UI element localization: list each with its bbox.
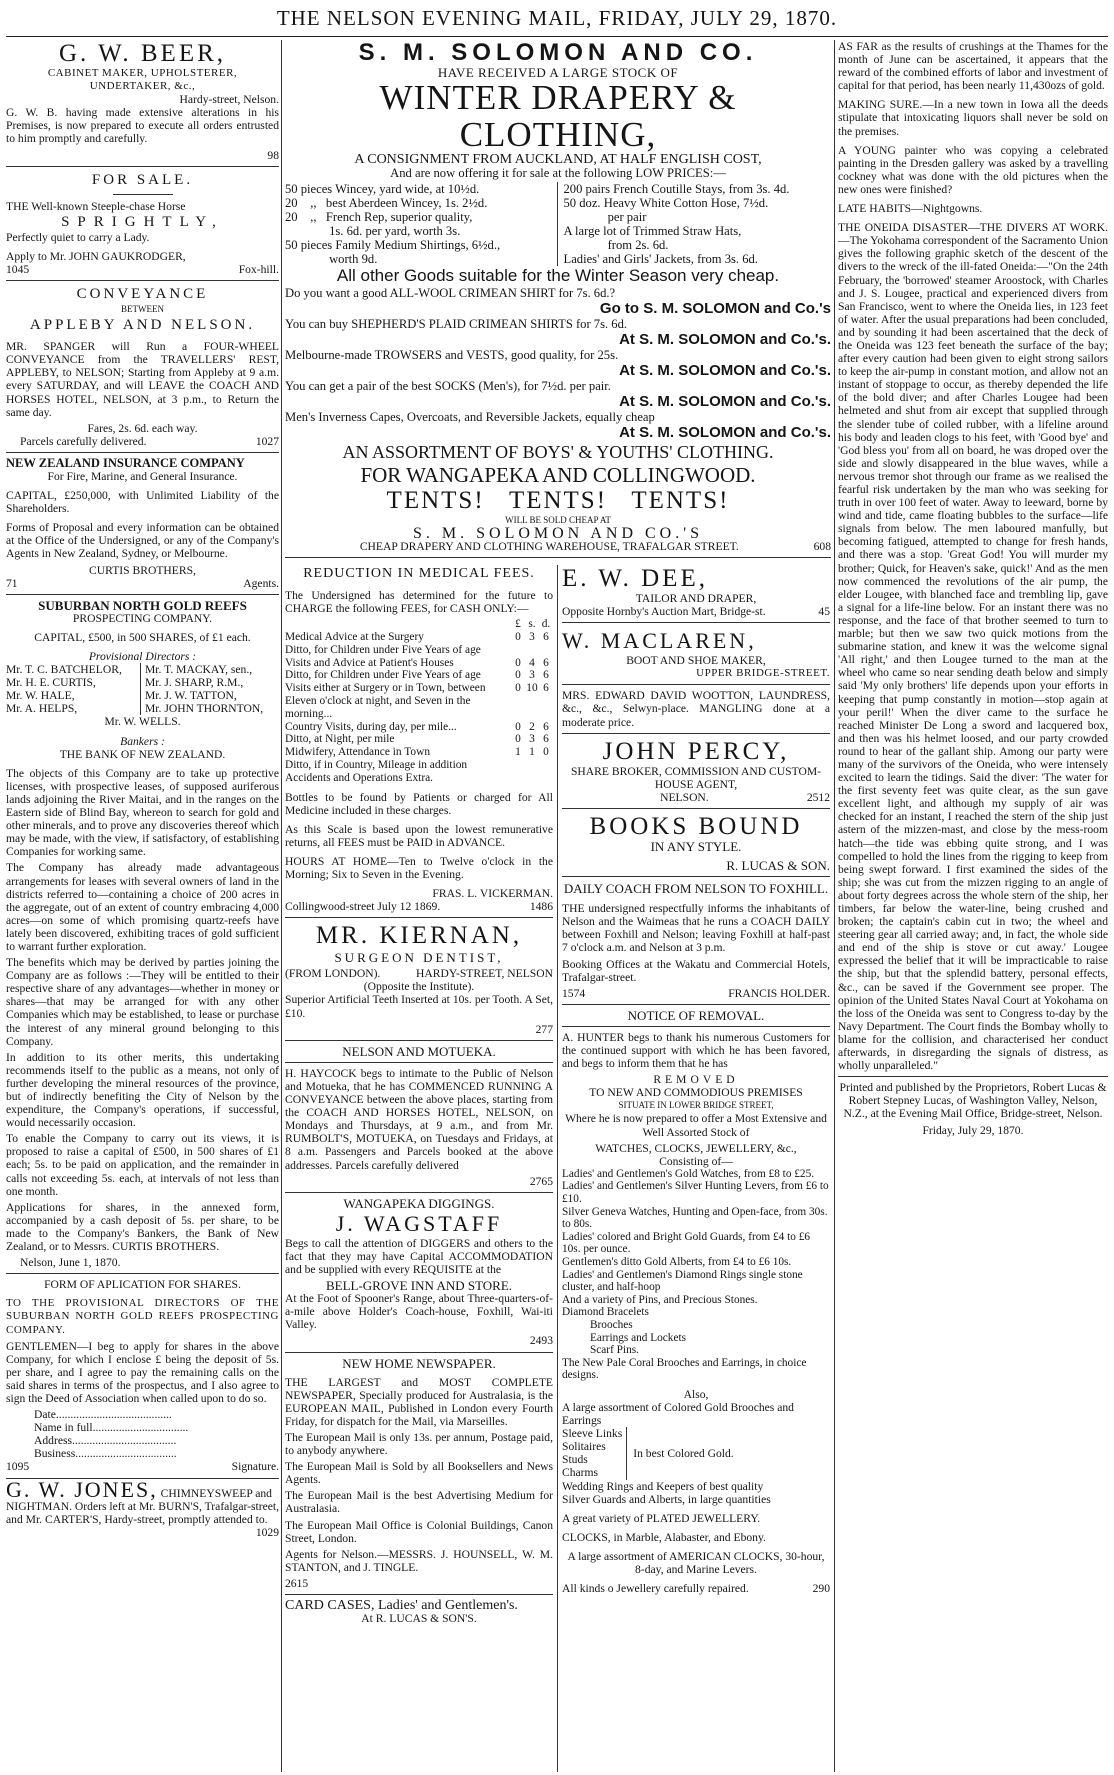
divider (6, 166, 279, 167)
ad-insurance-agents-label: Agents. (243, 576, 279, 590)
ad-gold-reefs-p6: Applications for shares, in the annexed form, accompanied by a cash deposit of 5s. per share, to be made to the Company's Bankers, the Bank of New Zealand, or to Messrs. CURTIS BROTHERS. (6, 1200, 279, 1254)
divider (285, 557, 831, 558)
ad-maclaren-trade: BOOT AND SHOE MAKER, (626, 654, 766, 668)
table-row: Ditto, if in Country, Mileage in addition (285, 758, 468, 771)
ad-wootton (562, 689, 830, 728)
ad-percy-trade: SHARE BROKER, COMMISSION AND CUSTOM-HOUSE AGENT, (570, 764, 822, 791)
ad-books-bound-title: BOOKS BOUND (589, 812, 803, 840)
list-item: Solitaires (562, 1440, 606, 1454)
ad-solomon-a4: At S. M. SOLOMON and Co.'s. (619, 393, 831, 411)
ad-conveyance (6, 285, 279, 448)
ad-gold-reefs-bankers-title: Bankers : (120, 734, 165, 748)
ad-newspaper-title: NEW HOME NEWSPAPER. (342, 1355, 496, 1371)
divider (285, 1192, 553, 1193)
list-item: Brooches (590, 1318, 633, 1331)
ad-conveyance-parcels: Parcels carefully delivered. (20, 434, 147, 448)
article-crushings: AS FAR as the results of crushings at the Thames for the month of June can be ascertained, it appears that the reward of the combined efforts of labor and investment of capital for that period, has been nearly 11,430ozs of gold. (838, 40, 1108, 93)
ad-conveyance-body: MR. SPANGER will Run a FOUR-WHEEL CONVEYANCE from the TRAVELLERS' REST, APPLEBY, to NELSON; Starting from Appleby at 9 a.m. every SATURDAY, and will LEAVE the COACH AND HORSES HOTEL, NELSON, at 3 p.m., to Return the same day. (6, 340, 279, 419)
form-field-business[interactable]: Business................................... (34, 1447, 177, 1461)
ad-card-cases (285, 1599, 553, 1625)
director-name: Mr. A. HELPS, (6, 702, 78, 716)
ad-removal-title: NOTICE OF REMOVAL. (627, 1007, 765, 1023)
price-line: 50 pieces Wincey, yard wide, at 10½d. (285, 182, 480, 197)
ad-removal-consisting: Consisting of— (659, 1154, 733, 1168)
ad-insurance-sub: For Fire, Marine, and General Insurance. (47, 469, 238, 483)
fees-table-header: £ s. d. (515, 618, 551, 631)
ad-wangapeka-body: Begs to call the attention of DIGGERS and others to the fact that they may have Capital ACCOMMODATION and be supplied with every REQUISITE at the (285, 1236, 553, 1276)
ad-solomon-cheap: All other Goods suitable for the Winter Season very cheap. (336, 266, 780, 286)
ad-kiernan-trade: SURGEON DENTIST, (334, 950, 504, 966)
form-field-signature[interactable]: Signature. (231, 1460, 279, 1474)
ad-share-form (6, 1278, 279, 1473)
ad-jones-number: 1029 (255, 1525, 279, 1539)
ad-solomon-headline: WINTER DRAPERY & CLOTHING, (379, 78, 737, 155)
director-name: Mr. JOHN THORNTON, (145, 702, 264, 716)
divider (838, 1076, 1108, 1077)
price-line: from 2s. 6d. (563, 238, 669, 253)
list-item: Silver Geneva Watches, Hunting and Open-face, from 30s. to 80s. (562, 1205, 828, 1231)
price-line: worth 9d. (285, 252, 378, 267)
ad-dee-trade: TAILOR AND DRAPER, (635, 592, 757, 605)
ad-solomon-store: S. M. SOLOMON AND CO.'S (412, 525, 704, 543)
ad-coach (562, 881, 830, 1000)
ad-solomon-a5: At S. M. SOLOMON and Co.'s. (619, 424, 831, 442)
ad-removal-stock: WATCHES, CLOCKS, JEWELLERY, &c., (595, 1141, 797, 1155)
director-name: Mr. T. MACKAY, sen., (145, 663, 253, 677)
ad-medical-fees-hours: HOURS AT HOME—Ten to Twelve o'clock in the Morning; Six to Seven in the Evening. (285, 854, 553, 882)
masthead-title: THE NELSON EVENING MAIL, FRIDAY, JULY 29, 1870. (276, 6, 838, 30)
ad-books-bound-sub: IN ANY STYLE. (650, 838, 742, 854)
ad-for-sale-apply: Apply to Mr. JOHN GAUKRODGER, (6, 249, 186, 263)
divider (285, 1040, 553, 1041)
ad-gold-reefs (6, 599, 279, 1270)
form-field-name[interactable]: Name in full................................. (34, 1421, 189, 1435)
ad-kiernan-number: 277 (535, 1022, 553, 1036)
ad-dee-address: Opposite Hornby's Auction Mart, Bridge-st. (562, 605, 766, 619)
ad-removal-removed: REMOVED (653, 1073, 739, 1087)
ad-solomon-sold: WILL BE SOLD CHEAP AT (505, 515, 611, 526)
ad-gold-reefs-p4: In addition to its other merits, this undertaking recommends itself to the public as a means, not only of further developing the mineral resources of the province, but of indirectly benefiting the City of Nelson by the expenditure, the Company's operations, if successful, would necessarily occasion. (6, 1050, 279, 1130)
ad-newspaper-p4: The European Mail is the best Advertising Medium for Australasia. (285, 1489, 553, 1516)
ad-wangapeka-name: J. WAGSTAFF (335, 1210, 503, 1236)
article-late-habits: LATE HABITS—Nightgowns. (838, 202, 983, 216)
ad-gold-reefs-date: Nelson, June 1, 1870. (20, 1256, 121, 1270)
ad-maclaren-address: UPPER BRIDGE-STREET. (696, 667, 830, 680)
table-row: Visits either at Surgery or in Town, between Eleven o'clock at night, and Seven in the morning... 0 10 6 (285, 682, 549, 720)
divider (285, 1352, 553, 1353)
ad-for-sale-intro: THE Well-known Steeple-chase Horse (6, 199, 186, 213)
director-name: Mr. H. E. CURTIS, (6, 676, 96, 690)
ad-books-bound-by: R. LUCAS & SON. (726, 858, 830, 874)
price-line: 1s. 6d. per yard, worth 3s. (285, 224, 461, 239)
ad-insurance-body: Forms of Proposal and every information can be obtained at the Office of the Undersigned, or any of the Company's Agents in New Zealand, Sydney, or Melbourne. (6, 521, 279, 561)
price-line: 50 doz. Heavy White Cotton Hose, 7½d. (563, 196, 769, 211)
ad-coach-sign: FRANCIS HOLDER. (728, 986, 830, 1000)
form-field-address[interactable]: Address.................................... (34, 1434, 177, 1448)
ad-kiernan-name: MR. KIERNAN, (315, 922, 523, 950)
ad-removal (562, 1009, 830, 1595)
ad-jones-name: G. W. JONES, (6, 1476, 158, 1502)
divider (285, 917, 553, 918)
ad-newspaper-p1: THE LARGEST and MOST COMPLETE NEWSPAPER, Specially produced for Australasia, is the EUROPEAN MAIL, Published in London every Fourth Friday, for dispatch for the Mail, via Marseilles. (285, 1375, 553, 1428)
price-line: 200 pairs French Coutille Stays, from 3s. 4d. (563, 182, 790, 197)
ad-solomon-prices-right (558, 182, 832, 266)
divider (562, 1004, 830, 1005)
ad-solomon-consign: A CONSIGNMENT FROM AUCKLAND, AT HALF ENGLISH COST, (354, 152, 762, 168)
column-divider (834, 40, 835, 1772)
director-name: Mr. J. SHARP, R.M., (145, 676, 244, 690)
ad-solomon-number: 608 (813, 540, 831, 554)
divider (562, 622, 830, 623)
list-item: Earrings and Lockets (590, 1331, 686, 1344)
ad-kiernan-address: HARDY-STREET, NELSON (416, 967, 553, 981)
ad-coach-number: 1574 (562, 986, 586, 1000)
list-item: The New Pale Coral Brooches and Earrings, in choice designs. (562, 1356, 807, 1382)
ad-solomon-sub: HAVE RECEIVED A LARGE STOCK OF (437, 65, 679, 80)
list-item: Scarf Pins. (590, 1344, 639, 1357)
price-line: 20 ,, French Rep, superior quality, (285, 210, 473, 225)
ad-motueka-number: 2765 (529, 1174, 553, 1188)
ad-kiernan (285, 922, 553, 1035)
ad-kiernan-body: Superior Artificial Teeth Inserted at 10s. per Tooth. A Set, £10. (285, 993, 553, 1020)
ad-conveyance-route: APPLEBY AND NELSON. (29, 317, 256, 334)
director-name: Mr. T. C. BATCHELOR, (6, 663, 122, 677)
divider (285, 1594, 553, 1595)
ad-beer-name: G. W. BEER, (58, 40, 227, 67)
ad-motueka-body: H. HAYCOCK begs to intimate to the Public of Nelson and Motueka, that he has COMMENCED RUNNING A CONVEYANCE between the above places, starting from the COACH AND HORSES HOTEL, NELSON, on Mondays and Thursdays, at 9 a.m., and from Mr. RUMBOLT'S, MOTUEKA, on Tuesdays and Fridays, at 8 a.m. Passengers and Parcels booked at the above addresses. Parcels carefully delivered (285, 1066, 553, 1172)
ad-conveyance-fares: Fares, 2s. 6d. each way. (87, 421, 198, 435)
column-1 (6, 40, 279, 1772)
ad-removal-where: Where he is now prepared to offer a Most Extensive and Well Assorted Stock of (565, 1112, 827, 1139)
ad-books-bound (562, 813, 830, 872)
list-item: Ladies' and Gentlemen's Silver Hunting Levers, from £6 to £10. (562, 1180, 829, 1205)
ad-percy (562, 738, 830, 804)
ad-percy-name: JOHN PERCY, (602, 737, 790, 765)
ad-medical-fees-intro: The Undersigned has determined for the future to CHARGE the following FEES, for CASH ONLY:— (285, 589, 553, 616)
ad-dee (562, 565, 830, 618)
ad-for-sale-title: FOR SALE. (91, 171, 194, 188)
table-row: Ditto, at Night, per mile 0 3 6 (285, 733, 549, 746)
ad-card-cases-at: At R. LUCAS & SON'S. (361, 1612, 477, 1626)
ad-motueka (285, 1045, 553, 1188)
fees-table (285, 618, 553, 784)
article-oneida-disaster: THE ONEIDA DISASTER—THE DIVERS AT WORK.—The Yokohama correspondent of the Sacramento Union gives the following graphic sketch of the descent of the divers to the wreck of the ill-fated Oneida:—"On the 24th February, the 'borrowed' steamer Aroostock, with Charles and J. S. Lougee, practical and experienced divers from San Francisco, went to where the Oneida lies, in 123 feet of water. After the usual preparations had been concluded, and by sounding it had been ascertained that the deck of the Oneida was 123 feet beneath the surface of the bay; after every caution had been given to eight strong sailors to keep the air-pump in constant motion, and allow not an instant of stoppage to occur, as thereby depended the life of the bold diver; and after Charles Lougee had been helmeted and shut from air except that supplied through the slender tube of coiled rubber, with a lifeline around his body and leaden clogs to his feet, with 'Good bye' and 'God bless you' from all on board, he was droped over the side and slowly disappeared in the blue waves, while a nervous tremor shot through our frame as we realised the fearful risk undertaken by the man who was seeking for truth in over 100 feet of water. Away to leeward, borne by wind and tide, came floating bubbles to the surface—life signals from below. The men laboured manfully, but becoming fatigued, attempted to change for fresh hands, and there was a stop. 'Great God! You will murder my brother; Quick, for Heaven's sake, quick!' And as the men now commenced the revolutions of the air pump, the elder Lougee, with blanched face and trembling lip, gave a signal for a life-line below. For an instant there was no response, and the face of that brother seemed to turn to marble; but then we saw two quick motions from the submarine station, and knew it was the welcome signal 'All right,' and then Lougee turned to the man at the wheel who came so near sending death below and simply said 'My only brothers' life depends upon your efforts in keeping that pump constantly in motion—stop again at your peril!' When the diver came to the surface he reached Minister De Long a sword and lacquered box, and then was his helmet loosed, and our party crowded round to hear of the gallant ship. Among our party were many of the survivors of the Oneida, who were intensely excited to learn the tidings. Said the diver: 'The water for the first seventy feet was quite clear, as the sun gave excellent light, and although my supply of air was checked for an instant, I reached the stern of the ship just astern of the mizzen-mast, and close by the mess-room hatch—the tide was ebbing quite strong, and I was compelled to hold the lines from the rigging to keep from being swept forward. I first examined the sides of the ship; she was cut from the mizzen rigging to an angle of about forty degrees across the whole stern of the ship, her timbers, far below the water-line, being crushed and broken; the captain's cabin cut in two; the wheel and steering gear all carried away; and, in fact, the whole side and end of the ship is stove or cut away.' Lougee expressed the belief that it will be impracticable to raise the ship, but that the splendid battery, personal effects, &c., can be saved if the Government see proper. The opinion of the United States Naval Court at Yokohama on the loss of the Oneida was sent to Congress to-day by the Navy Department. The Court finds the Bombay wholly to blame for the collision, and characterised her conduct afterwards, in disregarding the signals of distress, as wholly unparalleled." (838, 221, 1108, 1073)
list-item: Ladies' and Gentlemen's Diamond Rings single stone cluster, and half-hoop (562, 1268, 803, 1294)
ad-gold-reefs-directors-left (6, 663, 140, 715)
ad-removal-assort: A large assortment of Colored Gold Brooches and Earrings (562, 1401, 794, 1428)
ad-share-form-body: GENTLEMEN—I beg to apply for shares in the above Company, for which I enclose £ being the deposit of 5s. per share, and I agree to pay the remaining calls on the said shares in terms of the prospectus, and I also agree to sign the Deed of Association when called upon to do so. (6, 1339, 279, 1405)
ad-removal-plated: A great variety of PLATED JEWELLERY. (562, 1511, 761, 1525)
ad-removal-clocks: CLOCKS, in Marble, Alabaster, and Ebony. (562, 1530, 766, 1544)
ad-removal-silver: Silver Guards and Alberts, in large quantities (562, 1492, 771, 1506)
ad-removal-body: A. HUNTER begs to thank his numerous Customers for the continued support with which he has been favored, and begs to inform them that he has (562, 1030, 830, 1071)
column-4 (838, 40, 1108, 1772)
price-line: Ladies' and Girls' Jackets, from 3s. 6d. (563, 252, 758, 267)
ad-newspaper-number: 2615 (285, 1576, 309, 1590)
ad-solomon-tents: TENTS! TENTS! TENTS! (386, 487, 730, 515)
ad-removal-repaired: All kinds o Jewellery carefully repaired. (562, 1582, 749, 1596)
ad-share-form-to: TO THE PROVISIONAL DIRECTORS OF THE SUBURBAN NORTH GOLD REEFS PROSPECTING COMPANY. (6, 1297, 279, 1336)
ad-removal-situate: SITUATE IN LOWER BRIDGE STREET, (618, 1100, 774, 1111)
ad-percy-number: 2512 (806, 790, 830, 804)
list-item: Studs (562, 1453, 588, 1467)
ad-wangapeka (285, 1197, 553, 1348)
ad-medical-fees-scale: As this Scale is based upon the lowest remunerative returns, all FEES must be PAID in ADVANCE. (285, 822, 553, 849)
ad-share-form-title: FORM OF APLICATION FOR SHARES. (44, 1278, 241, 1292)
article-young-painter: A YOUNG painter who was copying a celebrated painting in the Dresden gallery was asked by a travelling cockney what was done with the old pictures when the new ones were finished? (838, 143, 1108, 196)
ad-solomon-q2: You can buy SHEPHERD'S PLAID CRIMEAN SHIRTS for 7s. 6d. (285, 317, 628, 332)
ad-jones (6, 1476, 279, 1539)
ad-medical-fees (285, 565, 553, 913)
ad-gold-reefs-p1: The objects of this Company are to take up protective licenses, with prospective leases, of supposed auriferous lands adjoining the River Maitai, and in the ranges on the Eastern side of Blind Bay, whereon to search for gold and other minerals, and to prove any discoveries thereof which may be made, with the view, if satisfactory, of establishing Companies for working same. (6, 766, 279, 859)
ad-gold-reefs-bankers: THE BANK OF NEW ZEALAND. (59, 747, 226, 761)
divider (562, 684, 830, 685)
divider (6, 1273, 279, 1274)
ad-removal-also: Also, (683, 1387, 709, 1401)
price-line: 50 pieces Family Medium Shirtings, 6½d., (285, 238, 501, 253)
form-field-date[interactable]: Date........................................ (34, 1408, 172, 1422)
price-line: per pair (563, 210, 647, 225)
ad-for-sale-number: 1045 (6, 262, 30, 276)
column-2 (285, 565, 553, 1772)
ad-removal-gold-note: In best Colored Gold. (633, 1446, 734, 1460)
ad-percy-place: NELSON. (660, 790, 709, 804)
list-item: Diamond Bracelets (562, 1306, 649, 1319)
ad-motueka-title: NELSON AND MOTUEKA. (342, 1043, 496, 1059)
ad-solomon (285, 40, 831, 562)
list-item: Ladies' and Gentlemen's Gold Watches, from £8 to £25. (562, 1167, 815, 1180)
ad-removal-to: TO NEW AND COMMODIOUS PREMISES (589, 1086, 803, 1100)
divider (562, 1026, 830, 1027)
ad-beer-body: G. W. B. having made extensive alterations in his Premises, is now prepared to execute all orders entrusted to him promptly and carefully. (6, 106, 279, 146)
table-row: Ditto, for Children under Five Years of age 0 3 6 (285, 669, 549, 682)
ad-wangapeka-number: 2493 (529, 1334, 553, 1348)
director-name: Mr. J. W. TATTON, (145, 689, 237, 703)
column-divider (281, 40, 282, 1772)
divider (285, 1062, 553, 1063)
divider (562, 808, 830, 809)
ad-solomon-q4: You can get a pair of the best SOCKS (Men's), for 7½d. per pair. (285, 379, 611, 394)
table-row: Accidents and Operations Extra. (285, 771, 434, 784)
ad-for-sale-desc: Perfectly quiet to carry a Lady. (6, 230, 150, 244)
ad-share-form-number: 1095 (6, 1460, 30, 1474)
price-line: 20 ,, best Aberdeen Wincey, 1s. 2½d. (285, 196, 488, 211)
ad-beer (6, 40, 279, 162)
ad-wangapeka-where: At the Foot of Spooner's Range, about Three-quarters-of-a-mile above Holder's Coach-house, Foxhill, Wai-iti Valley. (285, 1292, 553, 1332)
ad-insurance (6, 457, 279, 590)
list-item: Charms (562, 1466, 599, 1480)
imprint: Printed and published by the Proprietors, Robert Lucas & Robert Stepney Lucas, of Washington Valley, Nelson, N.Z., at the Evening Mail Office, Bridge-street, Nelson. (839, 1081, 1107, 1121)
ad-for-sale (6, 171, 279, 276)
ad-maclaren (562, 627, 830, 680)
ad-coach-body: THE undersigned respectfully informs the inhabitants of Nelson and the Waimeas that he runs a COACH DAILY between Foxhill and Nelson; leaving Foxhill at half-past 7 o'clock a.m. and Nelson at 3 p.m. (562, 902, 830, 955)
ad-wootton-body: MRS. EDWARD DAVID WOOTTON, LAUNDRESS, &c., &c., Selwyn-place. MANGLING done at a moderate price. (562, 689, 830, 729)
ad-kiernan-opposite: (Opposite the Institute). (363, 980, 475, 994)
divider (562, 733, 830, 734)
ad-gold-reefs-sub: PROSPECTING COMPANY. (72, 611, 213, 625)
ad-solomon-q1: Do you want a good ALL-WOOL CRIMEAN SHIRT for 7s. 6d.? (285, 286, 616, 301)
ad-coach-title: DAILY COACH FROM NELSON TO FOXHILL. (563, 881, 829, 897)
ad-solomon-q5: Men's Inverness Capes, Overcoats, and Reversible Jackets, equally cheap (285, 410, 655, 425)
ad-medical-fees-place: Collingwood-street July 12 1869. (285, 900, 441, 914)
divider (6, 280, 279, 281)
ad-solomon-offer: And are now offering it for sale at the following LOW PRICES:— (390, 166, 726, 181)
ad-newspaper-p3: The European Mail is Sold by all Booksellers and News Agents. (285, 1460, 553, 1487)
article-making-sure: MAKING SURE.—In a new town in Iowa all the deeds stipulate that intoxicating liquors shall never be sold on the premises. (838, 98, 1108, 138)
list-item: Gentlemen's ditto Gold Alberts, from £4 to £6 10s. (562, 1255, 792, 1268)
ad-newspaper-p5: The European Mail Office is Colonial Buildings, Canon Street, London. (285, 1518, 553, 1545)
table-row: Ditto, for Children under Five Years of age (285, 643, 481, 656)
ad-insurance-number: 71 (6, 576, 18, 590)
list-item: And a variety of Pins, and Precious Stones. (562, 1293, 758, 1306)
ad-dee-number: 45 (818, 605, 830, 619)
ad-wangapeka-inn: BELL-GROVE INN AND STORE. (325, 1278, 513, 1294)
ad-card-cases-body: CARD CASES, Ladies' and Gentlemen's. (285, 1598, 518, 1614)
ad-kiernan-from: (FROM LONDON). (285, 967, 381, 981)
divider (6, 594, 279, 595)
ad-beer-number: 98 (267, 148, 279, 162)
ad-solomon-wangapeka: FOR WANGAPEKA AND COLLINGWOOD. (360, 463, 756, 488)
ad-solomon-a3: At S. M. SOLOMON and Co.'s. (619, 362, 831, 380)
ad-gold-reefs-title: SUBURBAN NORTH GOLD REEFS (38, 597, 247, 613)
ad-for-sale-place: Fox-hill. (238, 262, 279, 276)
ad-gold-reefs-p5: To enable the Company to carry out its views, it is proposed to raise a capital of £500, in 500 shares of £1 each; 5s. to be paid on application, and the remainder in calls not exceeding 5s. each, at intervals of not less than one month. (6, 1132, 279, 1198)
column-3 (562, 565, 830, 1772)
ad-gold-reefs-p2: The Company has already made advantageous arrangements for leases with several owners of land in the districts referred to—containing a choice of 200 acres in the aggregate, out of an extent of country embracing 4,000 acres—on some of which promising quartz-reefs have lately been discovered, exhibiting traces of gold sufficient to warrant further exploration. (6, 861, 279, 953)
ad-beer-address: Hardy-street, Nelson. (179, 93, 279, 107)
ad-solomon-a2: At S. M. SOLOMON and Co.'s. (619, 331, 831, 349)
table-row: Visits and Advice at Patient's Houses 0 4 6 (285, 656, 549, 669)
ad-removal-wedding: Wedding Rings and Keepers of best quality (562, 1479, 764, 1493)
ad-coach-booking: Booking Offices at the Wakatu and Commercial Hotels, Trafalgar-street. (562, 957, 830, 984)
ad-solomon-q3: Melbourne-made TROWSERS and VESTS, good quality, for 25s. (285, 348, 619, 363)
ad-conveyance-title: CONVEYANCE (76, 286, 209, 303)
ad-maclaren-name: W. MACLAREN, (562, 628, 757, 654)
ad-newspaper-p6: Agents for Nelson.—MESSRS. J. HOUNSELL, W. M. STANTON, and J. TINGLE. (285, 1547, 553, 1574)
ad-insurance-capital: CAPITAL, £250,000, with Unlimited Liability of the Shareholders. (6, 489, 279, 516)
ad-gold-reefs-directors-right (140, 663, 279, 715)
ad-solomon-a1: Go to S. M. SOLOMON and Co.'s (599, 300, 831, 318)
director-name: Mr. W. WELLS. (104, 715, 181, 729)
list-item: Sleeve Links (562, 1427, 623, 1441)
list-item: Ladies' colored and Bright Gold Guards, from £4 to £6 10s. per ounce. (562, 1230, 811, 1256)
ad-solomon-address: CHEAP DRAPERY AND CLOTHING WAREHOUSE, TRAFALGAR STREET. (359, 540, 739, 554)
ad-removal-number: 290 (812, 1582, 830, 1596)
ad-conveyance-number: 1027 (255, 434, 279, 448)
ad-jones-body: CHIMNEYSWEEP and NIGHTMAN. Orders left at Mr. BURN'S, Trafalgar-street, and Mr. CARTER'S, Hardy-street, promptly attended to. (6, 1486, 279, 1526)
masthead-rule (6, 36, 1108, 37)
ad-removal-gold-items (562, 1427, 627, 1479)
ad-solomon-title: S. M. SOLOMON AND CO. (358, 40, 758, 66)
divider (562, 876, 830, 877)
ad-medical-fees-sign: FRAS. L. VICKERMAN. (432, 887, 553, 901)
ad-insurance-title: NEW ZEALAND INSURANCE COMPANY (6, 455, 245, 470)
ad-wangapeka-title: WANGAPEKA DIGGINGS. (343, 1195, 495, 1211)
table-row: Medical Advice at the Surgery 0 3 6 (285, 630, 549, 643)
ad-gold-reefs-directors-title: Provisional Directors : (88, 650, 197, 663)
ad-dee-name: E. W. DEE, (562, 565, 708, 592)
divider (113, 194, 173, 195)
ad-newspaper (285, 1357, 553, 1591)
table-row: Country Visits, during day, per mile... 0 2 6 (285, 720, 549, 733)
ad-medical-fees-bottles: Bottles to be found by Patients or charged for All Medicine included in these charges. (285, 790, 553, 817)
ad-removal-items (562, 1168, 830, 1382)
director-name: Mr. W. HALE, (6, 689, 75, 703)
ad-conveyance-between: BETWEEN (121, 304, 164, 315)
ad-insurance-agents: CURTIS BROTHERS, (89, 563, 196, 577)
column-divider (557, 565, 558, 1772)
ad-for-sale-horse: SPRIGHTLY, (61, 213, 224, 230)
ad-newspaper-p2: The European Mail is only 13s. per annum, Postage paid, to anybody anywhere. (285, 1431, 553, 1458)
ad-removal-american: A large assortment of AMERICAN CLOCKS, 30-hour, 8-day, and Marine Levers. (567, 1549, 825, 1577)
price-line: A large lot of Trimmed Straw Hats, (563, 224, 742, 239)
ad-solomon-prices-left (285, 182, 558, 266)
table-row: Midwifery, Attendance in Town 1 1 0 (285, 746, 549, 759)
ad-medical-fees-title: REDUCTION IN MEDICAL FEES. (303, 566, 535, 581)
ad-solomon-boys: AN ASSORTMENT OF BOYS' & YOUTHS' CLOTHING. (342, 442, 774, 463)
divider (6, 452, 279, 453)
ad-medical-fees-number: 1486 (529, 900, 553, 914)
ad-gold-reefs-capital: CAPITAL, £500, in 500 SHARES, of £1 each. (34, 630, 251, 644)
imprint-date: Friday, July 29, 1870. (922, 1123, 1024, 1137)
ad-beer-trade: CABINET MAKER, UPHOLSTERER, UNDERTAKER, &c., (47, 67, 238, 93)
ad-gold-reefs-p3: The benefits which may be derived by parties joining the Company are as follows :—They will be entitled to their respective share of any advantages—whether in money or shares—that may be arranged for with any other Companies which may be established, to lease or purchase the interest of any mineral ground belonging to this Company. (6, 956, 279, 1048)
